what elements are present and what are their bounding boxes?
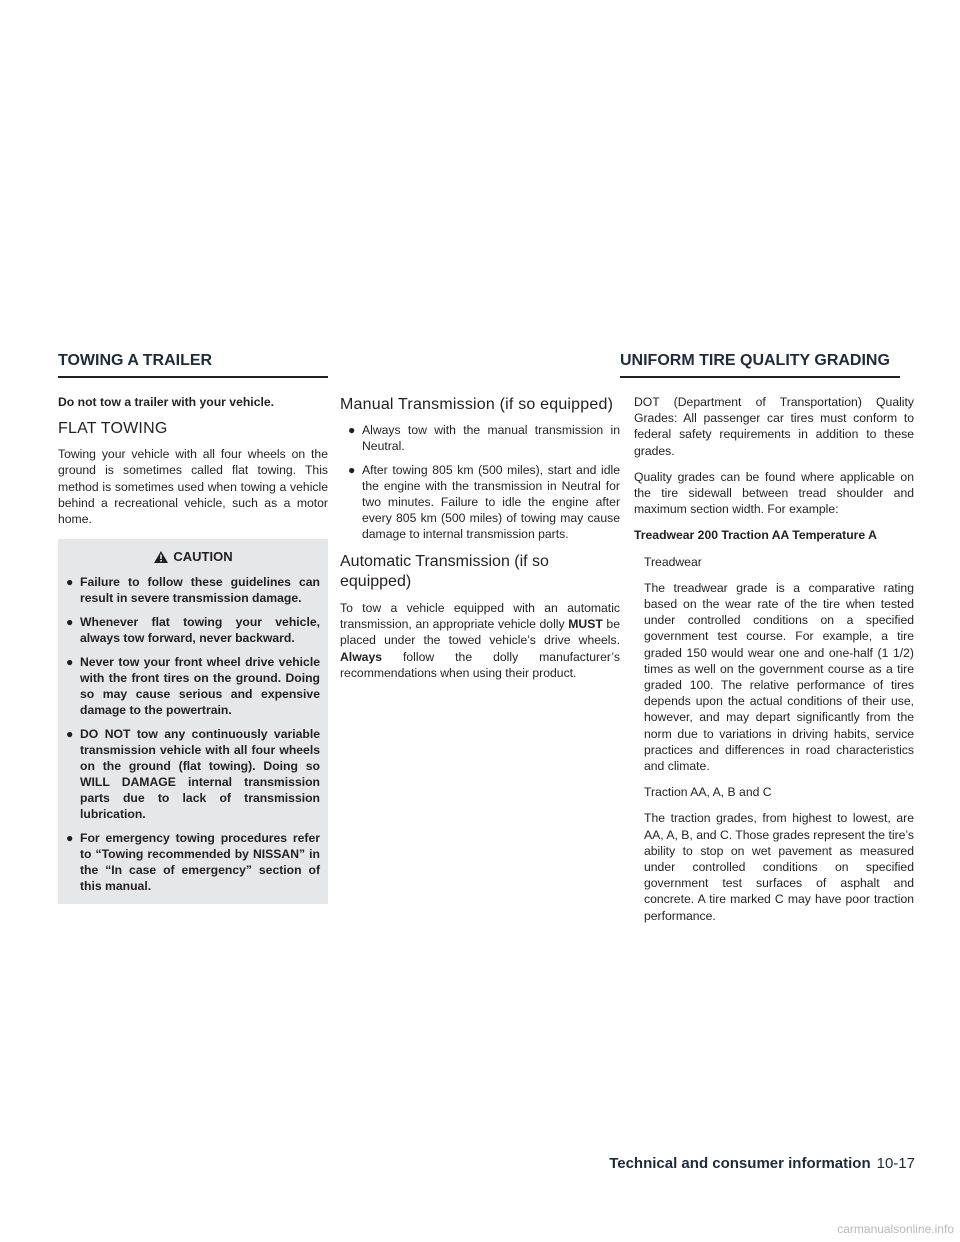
section-header-towing: TOWING A TRAILER [58, 350, 328, 378]
flat-towing-text: Towing your vehicle with all four wheels on the ground is sometimes called flat towing. This method is sometimes used when towing a vehicle behind a recreational vehicle, such as a motor home. [58, 447, 328, 527]
automatic-transmission-text: To tow a vehicle equipped with an automatic transmission, an appropriate vehicle dolly MUST be placed under the towed vehicle’s drive wheels. Always follow the dolly manufacturer’s recommendations when using their product. [340, 601, 620, 680]
watermark-text: carmanualsonline.info [837, 1222, 954, 1236]
caution-item: ● Failure to follow these guidelines can result in severe transmission damage. [66, 575, 320, 606]
page-footer [600, 1155, 915, 1172]
bullet-icon: ● [66, 615, 74, 630]
dot-grades-text: DOT (Department of Transportation) Quality Grades: All passenger car tires must conform to federal safety requirements in addition to these grades. [634, 395, 914, 458]
page-number: 10-17 [876, 1155, 915, 1172]
automatic-transmission-heading: Automatic Transmission (if so equipped) [340, 553, 549, 590]
caution-label: CAUTION [173, 549, 233, 565]
traction-label: Traction AA, A, B and C [644, 785, 772, 800]
list-item: ● After towing 805 km (500 miles), start and idle the engine with the transmission in Neutral for two minutes. Failure to idle the engine after every 805 km (500 miles) of towing may cause damage to internal transmission parts. [348, 463, 620, 541]
treadwear-text: The treadwear grade is a comparative rating based on the wear rate of the tire when tested under controlled conditions on a specified government test course. For example, a tire graded 150 would wear one and one-half (1 1/2) times as well on the government course as a tire graded 100. The relative performance of tires depends upon the actual conditions of their use, however, and may depart significantly from the norm due to variations in driving habits, service practices and differences in road characteristics and climate. [644, 580, 914, 774]
grade-location-text: Quality grades can be found where applicable on the tire sidewall between tread shoulder and maximum section width. For example: [634, 469, 914, 517]
flat-towing-heading: FLAT TOWING [58, 420, 168, 438]
list-item: ● Always tow with the manual transmission in Neutral. [348, 423, 620, 453]
bullet-icon: ● [66, 831, 74, 846]
caution-heading [66, 549, 320, 564]
traction-text: The traction grades, from highest to lowest, are AA, A, B, and C. Those grades represent the tire’s ability to stop on wet pavement as measured under controlled conditions on specified government test surfaces of asphalt and concrete. A tire marked C may have poor traction performance. [644, 811, 914, 923]
caution-item: ● Never tow your front wheel drive vehicle with the front tires on the ground. Doing so may cause serious and expensive damage to the powertrain. [66, 655, 320, 718]
caution-box [58, 539, 328, 904]
bullet-icon: ● [348, 463, 356, 477]
manual-transmission-list [340, 422, 620, 542]
grade-example: Treadwear 200 Traction AA Temperature A [634, 528, 877, 543]
caution-item: ● DO NOT tow any continuously variable transmission vehicle with all four wheels on the ground (flat towing). Doing so WILL DAMAGE internal transmission parts due to lack of transmission lubrication. [66, 727, 320, 822]
warning-triangle-icon [153, 550, 169, 564]
column-transmission [340, 394, 620, 691]
caution-item: ● For emergency towing procedures refer to “Towing recommended by NISSAN” in the “In case of emergency” section of this manual. [66, 831, 320, 894]
treadwear-label: Treadwear [644, 554, 702, 569]
intro-warning: Do not tow a trailer with your vehicle. [58, 395, 275, 409]
caution-list [66, 574, 320, 894]
bullet-icon: ● [66, 575, 74, 590]
column-tire-grading [634, 394, 914, 934]
column-towing [58, 394, 328, 904]
bullet-icon: ● [348, 423, 356, 437]
bullet-icon: ● [66, 727, 74, 742]
manual-transmission-heading: Manual Transmission (if so equipped) [340, 396, 614, 413]
caution-item: ● Whenever flat towing your vehicle, always tow forward, never backward. [66, 615, 320, 646]
bullet-icon: ● [66, 655, 74, 670]
section-header-tire-grading: UNIFORM TIRE QUALITY GRADING [620, 350, 900, 378]
footer-section-title: Technical and consumer information [609, 1155, 871, 1172]
